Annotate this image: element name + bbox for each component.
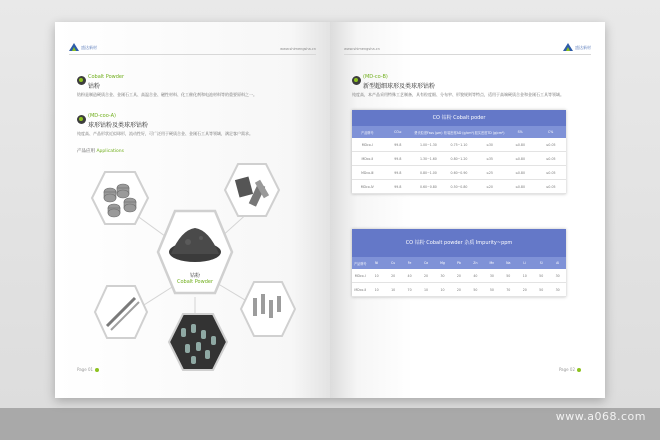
table-cell: 30 — [440, 273, 445, 278]
right-heading-cn: 新型超细球形及类球形钴粉 — [363, 83, 436, 90]
table1-header-cell: 松装密度AD (g/cm³) — [443, 130, 475, 135]
table-row — [352, 269, 566, 283]
right-page — [330, 22, 605, 398]
table2-header-cell: Mg — [440, 261, 445, 265]
hex-cobalt-pellets — [90, 170, 150, 226]
table2-header-cell: Fe — [407, 261, 412, 265]
table-cell: 10 — [374, 287, 379, 292]
right-text: 纯度高，本产品采用特殊工艺制备，具有粒度细、分布窄、形貌规则等特点，适用于高端硬质合金和金刚石工具等领域。 — [352, 92, 564, 97]
table1-body — [352, 138, 566, 194]
table-cell: 10 — [440, 287, 445, 292]
table-cell: 99.8 — [394, 184, 402, 189]
table-cell: 0.60~0.90 — [450, 170, 468, 175]
table-cell: ≤0.05 — [545, 156, 556, 161]
right-page-num-text: Page 02 — [558, 367, 575, 372]
applications-line — [77, 148, 124, 154]
table2-header-cell: Na — [506, 261, 511, 265]
table-row — [352, 180, 566, 194]
table-cell: 10 — [424, 287, 429, 292]
table2-header-cell: Al — [556, 261, 560, 265]
section-bullet-icon — [352, 76, 361, 85]
table-cell: 30 — [555, 273, 560, 278]
table2-header-cell: Li — [523, 261, 527, 265]
table-cell: 40 — [473, 273, 478, 278]
table-cell: MDco-Ⅳ — [360, 184, 374, 189]
table-cell: ≤0.80 — [515, 142, 525, 147]
table-cell: ≤0.80 — [515, 170, 525, 175]
table1-header-cell: 产品牌号 — [360, 130, 374, 135]
table1-header-cell: 费氏粒度Fsss (μm) — [414, 130, 443, 135]
table2-header-cell: Ca — [423, 261, 429, 265]
table-cell: 0.60~0.80 — [419, 184, 437, 189]
hex-cutting-inserts — [239, 280, 297, 338]
table2-header-cell: Ni — [375, 261, 379, 265]
table-row — [352, 138, 566, 152]
table-cell: 20 — [456, 273, 461, 278]
center-hex-label — [165, 272, 225, 285]
table-cell: 99.8 — [394, 156, 402, 161]
table-cell: 50 — [473, 287, 478, 292]
impurity-table — [352, 229, 566, 297]
table-cell: 50 — [506, 273, 511, 278]
right-header — [344, 40, 591, 55]
apps-en: Applications — [96, 149, 124, 154]
table-cell: 50 — [489, 287, 494, 292]
hex-carbide-rods — [93, 284, 149, 340]
table-cell: 50 — [539, 287, 544, 292]
left-url: www.shimengsha.cn — [280, 47, 316, 51]
left-page-number — [77, 367, 99, 372]
section2-cn: 球形钴粉及类球形钴粉 — [88, 122, 149, 129]
table-row — [352, 152, 566, 166]
table2-header-cell: Pb — [456, 261, 461, 265]
table-row — [352, 283, 566, 297]
table-cell: 20 — [456, 287, 461, 292]
table1-header-row — [352, 126, 566, 138]
table-cell: MDco-Ⅰ — [361, 142, 373, 147]
right-logo — [563, 43, 591, 51]
section1-text: 钴粉是制造硬质合金、金刚石工具、高温合金、磁性材料、化工催化剂和电池材料等的重要原料之一。 — [77, 92, 257, 97]
table-cell: ≤25 — [486, 170, 493, 175]
table-cell: ≤35 — [486, 156, 493, 161]
right-page-number — [559, 367, 581, 372]
table-cell: 0.80~1.20 — [450, 156, 468, 161]
apps-label: 产品应用 — [77, 149, 95, 154]
table-cell: 20 — [391, 273, 396, 278]
table-cell: 0.80~1.00 — [419, 170, 437, 175]
table-cell: ≤0.05 — [545, 170, 556, 175]
table-cell: 30 — [555, 287, 560, 292]
page-dot-icon — [95, 368, 99, 372]
watermark: www.a068.com — [555, 410, 646, 423]
table1-header-cell: CO≥ — [394, 130, 402, 134]
table2-header-cell: Si — [539, 261, 543, 265]
logo-text: 盛达新材 — [575, 44, 591, 50]
table-cell: 10 — [522, 273, 527, 278]
table-cell: 40 — [407, 273, 412, 278]
table-cell: ≤0.80 — [515, 156, 525, 161]
table-cell: 0.75~1.10 — [450, 142, 468, 147]
cobalt-spec-table — [352, 110, 566, 194]
table-cell: 10 — [391, 287, 396, 292]
section-bullet-icon — [77, 115, 86, 124]
section1-en: Cobalt Powder — [88, 74, 125, 80]
logo-text: 盛达新材 — [81, 44, 97, 50]
table-row — [352, 166, 566, 180]
table-cell: MDco-Ⅱ — [354, 287, 367, 292]
table-cell: 20 — [424, 273, 429, 278]
left-page — [55, 22, 330, 398]
left-page-num-text: Page 01 — [77, 367, 94, 372]
section2-text: 纯度高、产品形状近似球形，流动性好，可广泛用于硬质合金、金刚石工具等领域，满足客户需求。 — [77, 131, 253, 136]
center-en: Cobalt Powder — [176, 279, 214, 285]
table-cell: 30 — [489, 273, 494, 278]
table-cell: 10 — [374, 273, 379, 278]
table-cell: ≤0.80 — [515, 184, 525, 189]
section-bullet-icon — [77, 76, 86, 85]
table-cell: ≤30 — [486, 142, 493, 147]
section2-en: (MD-coo-A) — [88, 113, 116, 119]
left-header — [69, 40, 316, 55]
table-cell: ≤0.05 — [545, 184, 556, 189]
table-cell: 99.8 — [394, 170, 402, 175]
table2-header-cell: Cu — [391, 261, 396, 265]
table-cell: 1.00~1.30 — [419, 142, 437, 147]
table-cell: ≤20 — [486, 184, 493, 189]
table2-header-cell: Zn — [473, 261, 478, 265]
table-cell: 70 — [506, 287, 511, 292]
table-cell: 70 — [407, 287, 412, 292]
table-cell: 0.50~0.80 — [450, 184, 468, 189]
hex-metal-granules — [167, 312, 229, 372]
mountain-icon — [563, 43, 573, 51]
table-cell: 50 — [539, 273, 544, 278]
table-cell: ≤0.05 — [545, 142, 556, 147]
table-cell: 99.8 — [394, 142, 402, 147]
table-cell: MDco-Ⅱ — [361, 156, 374, 161]
table2-title: CO 钴粉 Cobalt powder 杂质 Impurity~ppm — [352, 229, 566, 257]
table2-body — [352, 269, 566, 297]
right-heading-en: (MD-co-B) — [363, 74, 388, 80]
table2-header-cell: 产品牌号 — [353, 261, 367, 266]
table2-header-cell: Mn — [489, 261, 495, 265]
mountain-icon — [69, 43, 79, 51]
table1-header-cell: C% — [548, 130, 554, 134]
table1-header-cell: S% — [517, 130, 523, 134]
table-cell: MDco-Ⅰ — [354, 273, 366, 278]
table1-header-cell: 振实密度TD (g/cm³) — [474, 130, 505, 135]
brochure-spread — [55, 22, 605, 398]
center-cn: 钴粉 — [189, 273, 200, 279]
table-cell: 1.30~1.60 — [419, 156, 437, 161]
right-url: www.shimengsha.cn — [344, 47, 380, 51]
table-cell: 20 — [522, 287, 527, 292]
page-dot-icon — [577, 368, 581, 372]
left-logo — [69, 43, 97, 51]
section1-cn: 钴粉 — [88, 83, 101, 90]
table1-title: CO 钴粉 Cobalt poder — [352, 110, 566, 126]
table2-header-row — [352, 257, 566, 269]
table-cell: MDco-Ⅲ — [361, 170, 374, 175]
